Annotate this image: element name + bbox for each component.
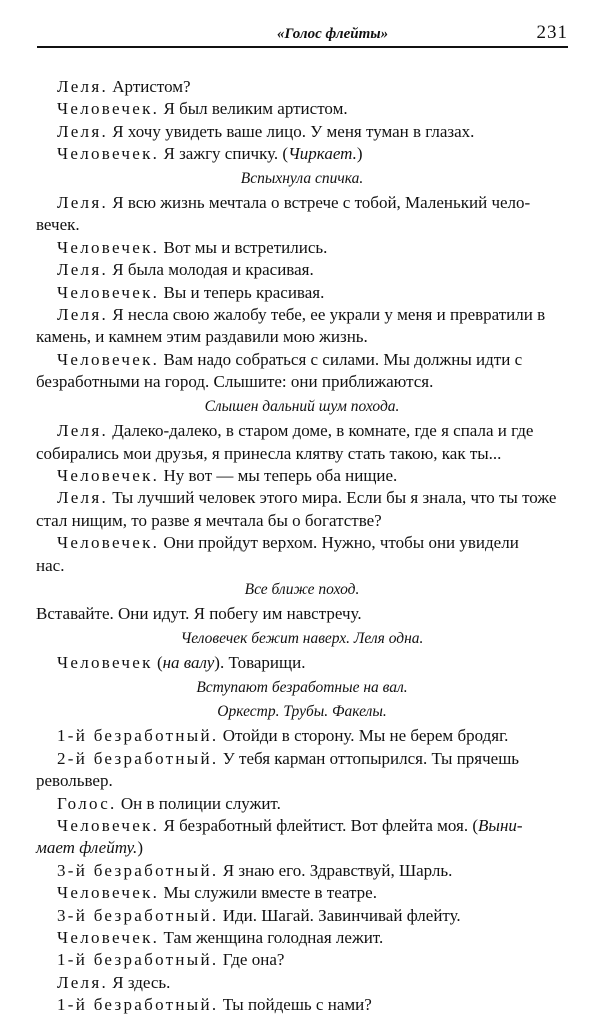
speaker-name: 3-й безработный.	[57, 905, 219, 925]
inline-stage-direction: Чиркает.	[288, 144, 357, 164]
line-text: Отойди в сторону. Мы не берем бродяг.	[218, 726, 509, 746]
dialogue-line	[36, 652, 568, 674]
dialogue-line	[36, 793, 568, 815]
line-text: Я была молодая и красивая.	[108, 260, 314, 280]
continuation-line	[36, 770, 568, 792]
dialogue-line	[36, 860, 568, 882]
line-text-after: ). Товарищи.	[214, 653, 306, 673]
speaker-name: Голос.	[57, 793, 117, 813]
dialogue-line	[36, 304, 568, 326]
dialogue-line	[36, 905, 568, 927]
dialogue-line	[36, 465, 568, 487]
continuation-line	[36, 443, 568, 465]
line-text: У тебя карман оттопырился. Ты прячешь	[218, 748, 520, 768]
dialogue-line	[36, 121, 568, 143]
line-text: Ты лучший человек этого мира. Если бы я знала, что ты тоже	[108, 488, 557, 508]
inline-stage-direction: Выни-	[478, 816, 523, 835]
speaker-name: Леля.	[57, 305, 109, 325]
dialogue-line	[36, 725, 568, 747]
dialogue-line	[36, 927, 568, 949]
speaker-name: Человечек.	[57, 816, 160, 835]
speaker-name: 1-й безработный.	[57, 726, 219, 746]
line-text: Иди. Шагай. Завинчивай флейту.	[218, 905, 461, 925]
line-text: безработными на город. Слышите: они приближаются.	[36, 372, 434, 392]
dialogue-line	[36, 487, 568, 509]
speaker-name: Человечек.	[57, 237, 160, 257]
speaker-name: Леля.	[57, 972, 109, 992]
speaker-name: 1-й безработный.	[57, 995, 219, 1015]
speaker-name: 2-й безработный.	[57, 748, 219, 768]
inline-stage-direction: мает флейту.	[36, 838, 138, 858]
dialogue-line	[36, 532, 568, 554]
line-text: Там женщина голодная лежит.	[159, 928, 384, 948]
line-text: собирались мои друзья, я принесла клятву стать такою, как ты...	[36, 443, 502, 463]
stage-direction: Слышен дальний шум похода.	[204, 397, 400, 415]
speaker-name: Леля.	[57, 488, 109, 508]
line-text: (	[152, 653, 163, 673]
line-text: Где она?	[218, 950, 285, 970]
line-text: Вот мы и встретились.	[159, 237, 328, 257]
continuation-line	[36, 555, 568, 577]
dialogue-line	[36, 237, 568, 259]
line-text: Он в полиции служит.	[116, 793, 281, 813]
continuation-line	[36, 837, 568, 859]
continuation-line	[36, 603, 568, 625]
running-header	[37, 22, 568, 48]
dialogue-line	[36, 882, 568, 904]
stage-direction: Оркестр. Трубы. Факелы.	[217, 702, 387, 720]
stage-direction: Все ближе поход.	[244, 580, 360, 598]
line-text: Я знаю его. Здравствуй, Шарль.	[218, 860, 453, 880]
line-text: стал нищим, то разве я мечтала бы о богатстве?	[36, 510, 382, 530]
continuation-line	[36, 510, 568, 532]
speaker-name: Леля.	[57, 77, 109, 96]
stage-direction: Вспыхнула спичка.	[240, 169, 364, 187]
line-text: Артистом?	[108, 77, 191, 96]
play-text	[36, 76, 568, 1017]
speaker-name: Человечек.	[57, 349, 160, 369]
line-text: Далеко-далеко, в старом доме, в комнате, где я спала и где	[108, 421, 534, 441]
dialogue-line	[36, 192, 568, 214]
page-number: 231	[536, 22, 568, 43]
line-text: Я безработный флейтист. Вот флейта моя. (	[159, 816, 479, 835]
continuation-line	[36, 214, 568, 236]
speaker-name: Человечек.	[57, 928, 160, 948]
speaker-name: 3-й безработный.	[57, 860, 219, 880]
line-text: Я хочу увидеть ваше лицо. У меня туман в глазах.	[108, 121, 475, 141]
line-text: Я зажгу спичку. (	[159, 144, 289, 164]
dialogue-line	[36, 259, 568, 281]
dialogue-line	[36, 815, 568, 837]
dialogue-line	[36, 282, 568, 304]
dialogue-line	[36, 748, 568, 770]
dialogue-line	[36, 994, 568, 1016]
line-text: нас.	[36, 555, 65, 575]
speaker-name: Леля.	[57, 121, 109, 141]
line-text: Я всю жизнь мечтала о встрече с тобой, Маленький чело-	[108, 193, 531, 213]
line-text: Ты пойдешь с нами?	[218, 995, 372, 1015]
line-text: вечек.	[36, 215, 80, 235]
speaker-name: Человечек.	[57, 465, 160, 485]
dialogue-line	[36, 76, 568, 98]
speaker-name: Человечек.	[57, 883, 160, 903]
speaker-name: Леля.	[57, 193, 109, 213]
speaker-name: Человечек.	[57, 533, 160, 553]
stage-direction: Человечек бежит наверх. Леля одна.	[180, 629, 424, 647]
speaker-name: 1-й безработный.	[57, 950, 219, 970]
line-text-after: )	[137, 838, 143, 858]
continuation-line	[36, 326, 568, 348]
continuation-line	[36, 371, 568, 393]
speaker-name: Леля.	[57, 260, 109, 280]
dialogue-line	[36, 98, 568, 120]
stage-direction: Вступают безработные на вал.	[196, 678, 408, 696]
line-text: Я был великим артистом.	[159, 99, 348, 119]
line-text: Я несла свою жалобу тебе, ее украли у меня и превратили в	[108, 305, 546, 325]
dialogue-line	[36, 349, 568, 371]
line-text: камень, и камнем этим раздавили мою жизнь.	[36, 327, 368, 347]
line-text: Вам надо собраться с силами. Мы должны идти с	[159, 349, 523, 369]
speaker-name: Человечек.	[57, 144, 160, 164]
line-text: Они пройдут верхом. Нужно, чтобы они увидели	[159, 533, 519, 553]
running-title: «Голос флейты»	[277, 26, 389, 42]
line-text: Вы и теперь красивая.	[159, 282, 325, 302]
line-text-after: )	[356, 144, 363, 164]
dialogue-line	[36, 949, 568, 971]
speaker-name: Леля.	[57, 421, 109, 441]
inline-stage-direction: на валу	[162, 653, 215, 673]
speaker-name: Человечек	[57, 653, 153, 673]
line-text: револьвер.	[36, 771, 113, 791]
line-text: Вставайте. Они идут. Я побегу им навстречу.	[36, 604, 362, 624]
dialogue-line	[36, 143, 568, 165]
dialogue-line	[36, 420, 568, 442]
line-text: Ну вот — мы теперь оба нищие.	[159, 465, 398, 485]
speaker-name: Человечек.	[57, 99, 160, 119]
line-text: Я здесь.	[108, 972, 171, 992]
line-text: Мы служили вместе в театре.	[159, 883, 377, 903]
speaker-name: Человечек.	[57, 282, 160, 302]
dialogue-line	[36, 972, 568, 994]
